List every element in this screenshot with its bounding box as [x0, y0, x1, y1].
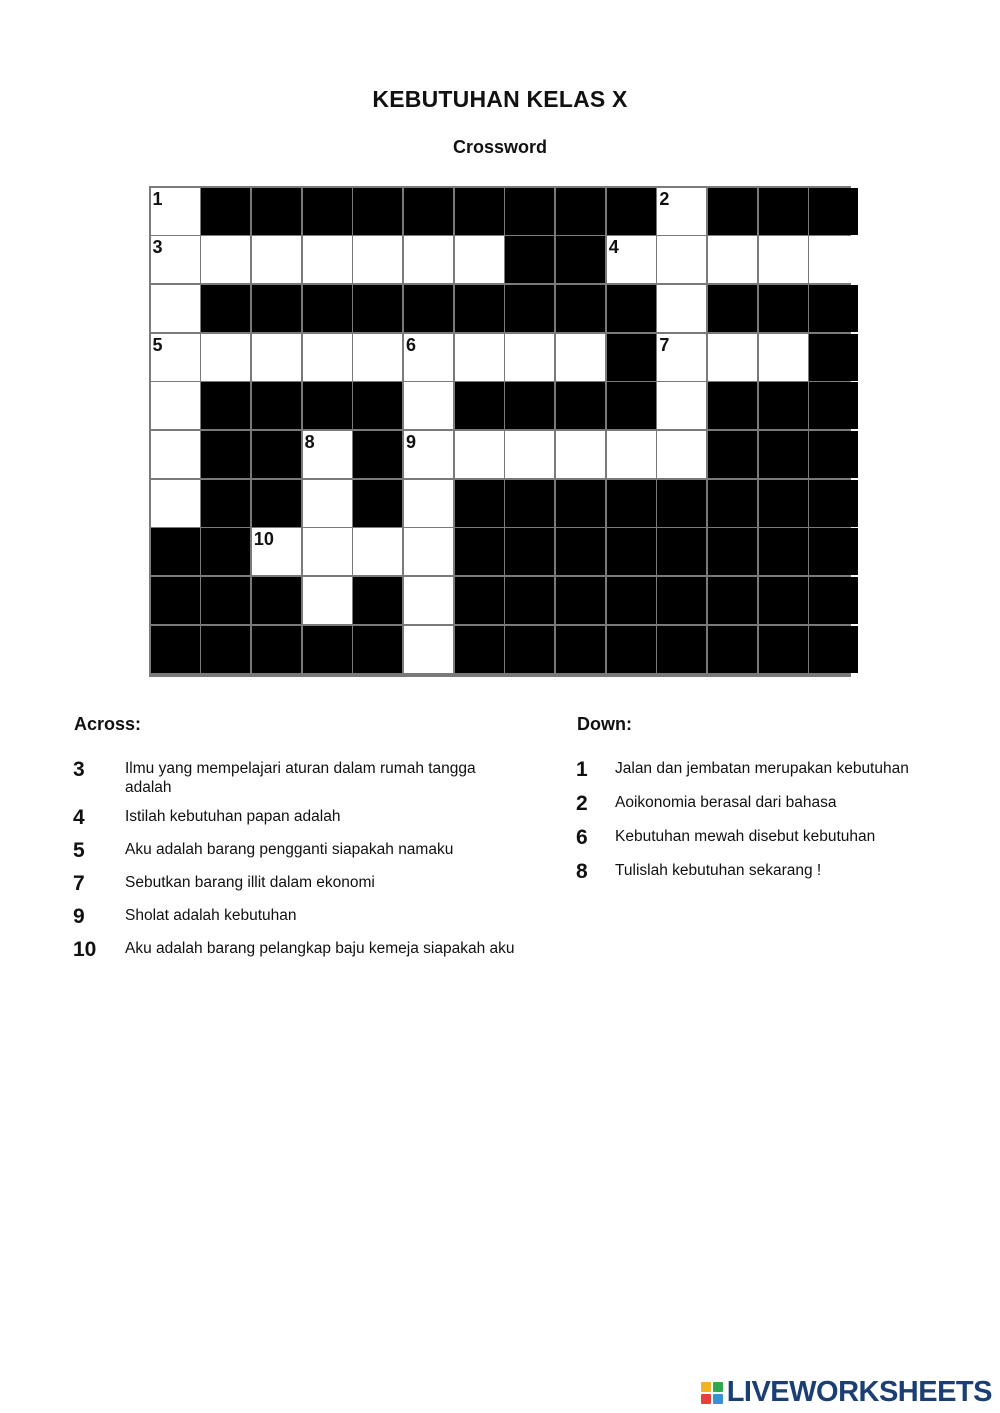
down-clue-text: Aoikonomia berasal dari bahasa [615, 794, 837, 811]
crossword-cell[interactable] [759, 334, 808, 381]
crossword-block [505, 188, 554, 235]
crossword-cell[interactable] [252, 236, 301, 283]
crossword-cell[interactable] [201, 236, 250, 283]
crossword-cell[interactable] [404, 431, 453, 478]
crossword-block [809, 626, 858, 673]
crossword-block [759, 577, 808, 624]
crossword-cell[interactable] [303, 431, 352, 478]
crossword-block [252, 285, 301, 332]
clue-number-label: 2 [659, 188, 670, 209]
crossword-block [151, 528, 200, 575]
crossword-block [759, 480, 808, 527]
crossword-cell[interactable] [353, 528, 402, 575]
crossword-block [505, 528, 554, 575]
crossword-block [505, 236, 554, 283]
across-clue [73, 938, 525, 962]
across-clue-number: 5 [73, 839, 85, 862]
down-clue-list [576, 758, 909, 894]
crossword-block [455, 285, 504, 332]
crossword-block [759, 626, 808, 673]
logo-mark-square [701, 1394, 711, 1404]
crossword-block [201, 431, 250, 478]
down-clue [576, 758, 909, 782]
crossword-block [556, 626, 605, 673]
crossword-block [607, 382, 656, 429]
crossword-block [201, 382, 250, 429]
crossword-block [556, 577, 605, 624]
crossword-cell[interactable] [252, 528, 301, 575]
crossword-block [556, 285, 605, 332]
crossword-cell[interactable] [151, 480, 200, 527]
crossword-block [201, 528, 250, 575]
across-clue-text: Ilmu yang mempelajari aturan dalam rumah tangga adalah [125, 760, 476, 796]
crossword-block [303, 382, 352, 429]
crossword-cell[interactable] [556, 431, 605, 478]
crossword-block [607, 577, 656, 624]
down-clue-number: 2 [576, 792, 588, 815]
logo-mark-square [713, 1394, 723, 1404]
clue-number-label: 8 [304, 431, 315, 452]
crossword-block [252, 382, 301, 429]
crossword-cell[interactable] [353, 236, 402, 283]
across-clue-text: Aku adalah barang pelangkap baju kemeja siapakah aku [125, 940, 515, 957]
crossword-block [201, 626, 250, 673]
crossword-block [809, 431, 858, 478]
crossword-block [455, 188, 504, 235]
crossword-cell[interactable] [404, 382, 453, 429]
across-clue-text: Istilah kebutuhan papan adalah [125, 808, 341, 825]
crossword-cell[interactable] [657, 382, 706, 429]
crossword-cell[interactable] [404, 334, 453, 381]
crossword-block [809, 577, 858, 624]
crossword-block [556, 528, 605, 575]
crossword-block [201, 188, 250, 235]
crossword-block [404, 285, 453, 332]
crossword-block [708, 480, 757, 527]
crossword-block [708, 188, 757, 235]
down-clue-number: 6 [576, 826, 588, 849]
crossword-cell[interactable] [708, 236, 757, 283]
crossword-block [809, 285, 858, 332]
crossword-block [657, 626, 706, 673]
logo-mark-icon [701, 1382, 723, 1404]
crossword-block [556, 382, 605, 429]
clue-number-label: 10 [253, 529, 274, 550]
crossword-block [353, 431, 402, 478]
across-clue-number: 4 [73, 806, 85, 829]
crossword-block [607, 334, 656, 381]
crossword-cell[interactable] [151, 236, 200, 283]
down-clue [576, 826, 909, 850]
crossword-cell[interactable] [657, 188, 706, 235]
crossword-block [759, 528, 808, 575]
crossword-block [556, 236, 605, 283]
crossword-block [353, 382, 402, 429]
crossword-cell[interactable] [151, 382, 200, 429]
crossword-cell[interactable] [809, 236, 858, 283]
crossword-cell[interactable] [657, 431, 706, 478]
across-clue [73, 758, 525, 797]
crossword-block [455, 577, 504, 624]
crossword-block [505, 480, 554, 527]
crossword-cell[interactable] [607, 431, 656, 478]
across-clue [73, 806, 525, 830]
crossword-block [607, 528, 656, 575]
crossword-block [556, 480, 605, 527]
crossword-block [201, 480, 250, 527]
crossword-block [455, 382, 504, 429]
down-clue-text: Kebutuhan mewah disebut kebutuhan [615, 828, 876, 845]
crossword-grid [149, 186, 851, 677]
across-clue-number: 7 [73, 872, 85, 895]
down-clue-text: Tulislah kebutuhan sekarang ! [615, 862, 822, 879]
clue-number-label: 5 [152, 334, 163, 355]
crossword-block [252, 431, 301, 478]
down-clue-number: 8 [576, 860, 588, 883]
crossword-block [151, 577, 200, 624]
crossword-block [353, 188, 402, 235]
across-clue [73, 905, 525, 929]
clue-number-label: 3 [152, 237, 163, 258]
crossword-block [353, 480, 402, 527]
crossword-block [809, 334, 858, 381]
crossword-cell[interactable] [303, 577, 352, 624]
crossword-block [505, 577, 554, 624]
crossword-block [353, 577, 402, 624]
down-heading: Down: [577, 714, 632, 734]
crossword-block [505, 285, 554, 332]
crossword-block [151, 626, 200, 673]
crossword-block [252, 480, 301, 527]
crossword-block [303, 626, 352, 673]
crossword-block [759, 285, 808, 332]
crossword-cell[interactable] [151, 431, 200, 478]
across-clue-number: 3 [73, 758, 85, 781]
crossword-block [759, 382, 808, 429]
crossword-block [455, 480, 504, 527]
crossword-cell[interactable] [353, 334, 402, 381]
crossword-block [809, 528, 858, 575]
crossword-block [201, 577, 250, 624]
crossword-cell[interactable] [404, 626, 453, 673]
crossword-block [708, 431, 757, 478]
page-title: KEBUTUHAN KELAS X [372, 86, 628, 112]
crossword-block [353, 626, 402, 673]
down-clue [576, 792, 909, 816]
crossword-cell[interactable] [455, 431, 504, 478]
crossword-block [201, 285, 250, 332]
across-clue [73, 839, 525, 863]
crossword-block [556, 188, 605, 235]
crossword-block [759, 431, 808, 478]
crossword-cell[interactable] [708, 334, 757, 381]
crossword-cell[interactable] [657, 236, 706, 283]
crossword-block [303, 285, 352, 332]
logo-mark-square [701, 1382, 711, 1392]
crossword-block [657, 528, 706, 575]
logo-text: LIVEWORKSHEETS [726, 1376, 992, 1408]
page-subtitle: Crossword [452, 137, 548, 157]
crossword-block [657, 480, 706, 527]
crossword-cell[interactable] [455, 334, 504, 381]
across-clue [73, 872, 525, 896]
crossword-block [708, 382, 757, 429]
crossword-cell[interactable] [303, 236, 352, 283]
across-clue-text: Sholat adalah kebutuhan [125, 907, 297, 924]
crossword-block [809, 480, 858, 527]
crossword-block [505, 626, 554, 673]
crossword-cell[interactable] [151, 334, 200, 381]
crossword-cell[interactable] [404, 480, 453, 527]
down-clue-number: 1 [576, 758, 588, 781]
crossword-block [252, 188, 301, 235]
crossword-cell[interactable] [657, 285, 706, 332]
crossword-cell[interactable] [252, 334, 301, 381]
crossword-block [809, 382, 858, 429]
across-clue-text: Sebutkan barang illit dalam ekonomi [125, 874, 375, 891]
crossword-cell[interactable] [404, 236, 453, 283]
clue-number-label: 4 [608, 237, 619, 258]
across-heading: Across: [74, 714, 142, 734]
crossword-cell[interactable] [404, 577, 453, 624]
crossword-block [505, 382, 554, 429]
crossword-block [455, 626, 504, 673]
crossword-cell[interactable] [201, 334, 250, 381]
liveworksheets-logo [701, 1376, 992, 1409]
crossword-block [708, 577, 757, 624]
logo-mark-square [713, 1382, 723, 1392]
crossword-cell[interactable] [505, 334, 554, 381]
across-clue-number: 9 [73, 905, 85, 928]
crossword-block [353, 285, 402, 332]
crossword-block [708, 626, 757, 673]
crossword-block [607, 188, 656, 235]
crossword-cell[interactable] [404, 528, 453, 575]
crossword-cell[interactable] [505, 431, 554, 478]
crossword-cell[interactable] [303, 480, 352, 527]
across-clue-text: Aku adalah barang pengganti siapakah namaku [125, 841, 454, 858]
clue-number-label: 9 [405, 431, 416, 452]
crossword-block [252, 626, 301, 673]
crossword-cell[interactable] [151, 285, 200, 332]
crossword-block [404, 188, 453, 235]
crossword-block [455, 528, 504, 575]
crossword-cell[interactable] [657, 334, 706, 381]
clue-number-label: 1 [152, 188, 163, 209]
crossword-block [607, 626, 656, 673]
crossword-block [303, 188, 352, 235]
crossword-cell[interactable] [151, 188, 200, 235]
across-clue-number: 10 [73, 938, 97, 961]
down-clue-text: Jalan dan jembatan merupakan kebutuhan [615, 760, 909, 777]
crossword-block [607, 480, 656, 527]
down-clue [576, 860, 909, 884]
clue-number-label: 6 [405, 334, 416, 355]
crossword-cell[interactable] [303, 334, 352, 381]
crossword-block [759, 188, 808, 235]
crossword-cell[interactable] [759, 236, 808, 283]
crossword-block [607, 285, 656, 332]
crossword-block [252, 577, 301, 624]
crossword-block [708, 528, 757, 575]
crossword-cell[interactable] [455, 236, 504, 283]
crossword-cell[interactable] [303, 528, 352, 575]
across-clue-list [73, 758, 525, 971]
clue-number-label: 7 [659, 334, 670, 355]
crossword-cell[interactable] [607, 236, 656, 283]
crossword-block [708, 285, 757, 332]
crossword-block [657, 577, 706, 624]
crossword-cell[interactable] [556, 334, 605, 381]
crossword-block [809, 188, 858, 235]
